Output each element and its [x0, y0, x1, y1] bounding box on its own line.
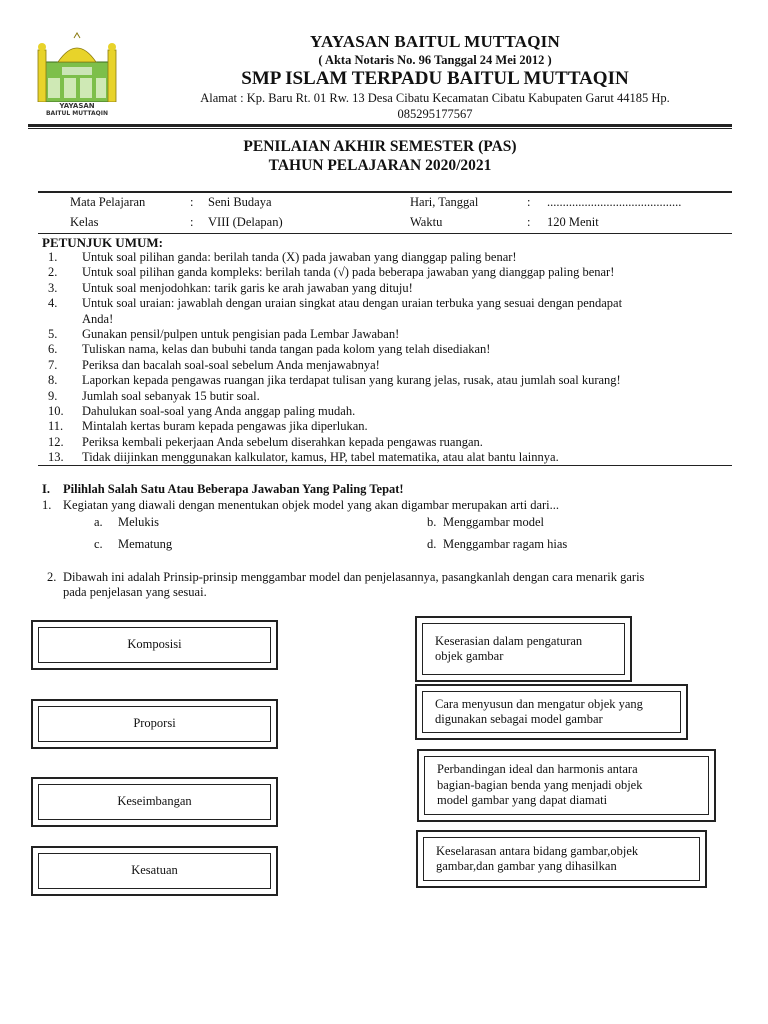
match-right-line: Keserasian dalam pengaturan [435, 633, 583, 648]
instruction-text: Untuk soal uraian: jawablah dengan uraian singkat atau dengan uraian terbuka yang sesuai dengan pendapat [82, 296, 623, 311]
instruction-text: Periksa dan bacalah soal-soal sebelum Anda menjawabnya! [82, 357, 380, 372]
time-label: Waktu [410, 215, 443, 229]
match-left-box[interactable] [31, 699, 278, 749]
match-left-label: Komposisi [38, 627, 271, 663]
foundation-name: YAYASAN BAITUL MUTTAQIN [310, 32, 560, 51]
match-right-line: gambar,dan gambar yang dihasilkan [436, 859, 617, 873]
instruction-number: 12. [48, 434, 64, 449]
instruction-text: Tidak diijinkan menggunakan kalkulator, kamus, HP, tabel matematika, atau alat bantu lainnya. [82, 450, 559, 465]
class-value: VIII (Delapan) [208, 215, 283, 229]
day-colon: : [527, 195, 531, 209]
instruction-number: 4. [48, 296, 58, 311]
instruction-text: Gunakan pensil/pulpen untuk pengisian pada Lembar Jawaban! [82, 327, 400, 341]
class-colon: : [190, 215, 194, 229]
match-right-box[interactable] [415, 684, 688, 740]
option-c-text[interactable]: Mematung [118, 537, 173, 551]
option-a-letter: a. [94, 515, 103, 529]
option-b-letter: b. [427, 515, 437, 529]
exam-title: PENILAIAN AKHIR SEMESTER (PAS) [243, 138, 517, 155]
section-heading: Pilihlah Salah Satu Atau Beberapa Jawaban Yang Paling Tepat! [63, 482, 404, 496]
match-left-box[interactable] [31, 777, 278, 827]
match-right-line: Perbandingan ideal dan harmonis antara [437, 762, 638, 777]
subject-label: Mata Pelajaran [70, 195, 146, 209]
match-right-box[interactable] [416, 830, 707, 888]
instruction-number: 2. [48, 265, 58, 280]
instruction-number: 13. [48, 450, 64, 465]
instruction-text: Mintalah kertas buram kepada pengawas jika diperlukan. [82, 419, 368, 434]
letterhead-divider-thin [28, 128, 732, 129]
instruction-text: Dahulukan soal-soal yang Anda anggap paling mudah. [82, 404, 356, 418]
logo-caption-top: YAYASAN [59, 102, 95, 110]
instruction-number: 3. [48, 280, 58, 295]
instruction-text: Laporkan kepada pengawas ruangan jika terdapat tulisan yang kurang jelas, rusak, atau jumlah soal kurang! [82, 373, 621, 388]
match-left-box[interactable] [31, 846, 278, 896]
subject-colon: : [190, 195, 194, 209]
instruction-item [48, 250, 708, 266]
instruction-item [48, 435, 708, 451]
match-left-label: Kesatuan [38, 853, 271, 889]
instruction-number: 11. [48, 419, 64, 434]
match-left-box[interactable] [31, 620, 278, 670]
instruction-item [48, 281, 708, 297]
instruction-item [48, 342, 708, 358]
info-top-rule [38, 191, 732, 193]
option-b-text[interactable]: Menggambar model [443, 515, 545, 529]
match-right-box[interactable] [417, 749, 716, 822]
instruction-number: 5. [48, 327, 58, 341]
match-right-text [422, 623, 625, 675]
question-2-number: 2. [47, 570, 57, 584]
match-right-text [422, 691, 681, 733]
match-left-label: Proporsi [38, 706, 271, 742]
instruction-text: Jumlah soal sebanyak 15 butir soal. [82, 388, 260, 403]
instruction-item [48, 265, 708, 281]
match-right-line: model gambar yang dapat diamati [437, 793, 608, 808]
instruction-number: 7. [48, 357, 58, 372]
instruction-item [48, 327, 708, 343]
section-number: I. [42, 482, 50, 496]
option-d-letter: d. [427, 537, 437, 551]
option-a-text[interactable]: Melukis [118, 515, 159, 529]
time-value: 120 Menit [547, 215, 599, 229]
day-value: ........................................... [547, 195, 682, 209]
day-label: Hari, Tanggal [410, 195, 479, 209]
instruction-text: Untuk soal pilihan ganda: berilah tanda (X) pada jawaban yang dianggap paling benar! [82, 250, 517, 264]
question-1-text: Kegiatan yang diawali dengan menentukan objek model yang akan digambar merupakan arti dari... [63, 498, 560, 512]
time-colon: : [527, 215, 531, 229]
instructions-bottom-rule [38, 465, 732, 466]
instruction-number: 9. [48, 388, 58, 403]
instruction-number: 6. [48, 342, 58, 357]
instruction-item [48, 419, 708, 435]
match-right-line: bagian-bagian benda yang menjadi objek [437, 777, 643, 792]
instruction-text: Untuk soal pilihan ganda kompleks: berilah tanda (√) pada beberapa jawaban yang dianggap paling benar! [82, 265, 615, 280]
match-right-line: Keselarasan antara bidang gambar,objek [436, 843, 639, 858]
option-d-text[interactable]: Menggambar ragam hias [443, 537, 568, 551]
info-bottom-rule [38, 233, 732, 234]
instruction-item [48, 389, 708, 405]
instruction-item [48, 404, 708, 420]
logo-caption-bottom: BAITUL MUTTAQIN [45, 110, 109, 117]
question-1-number: 1. [42, 498, 52, 512]
address-line-2: 085295177567 [397, 107, 473, 121]
instruction-text: Periksa kembali pekerjaan Anda sebelum diserahkan kepada pengawas ruangan. [82, 434, 483, 449]
class-label: Kelas [70, 215, 99, 229]
instruction-number: 1. [48, 250, 58, 264]
letterhead-divider [28, 124, 732, 127]
match-right-box[interactable] [415, 616, 632, 682]
instruction-item [48, 450, 708, 466]
exam-year: TAHUN PELAJARAN 2020/2021 [268, 157, 492, 174]
instruction-text-continued: Anda! [82, 311, 114, 326]
school-logo [34, 32, 120, 118]
school-address [138, 90, 732, 122]
match-right-text [423, 837, 700, 881]
instruction-item [48, 296, 708, 328]
school-name: SMP ISLAM TERPADU BAITUL MUTTAQIN [241, 68, 629, 89]
notary-info: ( Akta Notaris No. 96 Tanggal 24 Mei 2012 ) [318, 53, 552, 67]
address-line-1: Alamat : Kp. Baru Rt. 01 Rw. 13 Desa Cibatu Kecamatan Cibatu Kabupaten Garut 44185 Hp. [200, 91, 670, 105]
subject-value: Seni Budaya [208, 195, 272, 209]
match-right-line: objek gambar [435, 649, 504, 663]
instruction-number: 10. [48, 404, 64, 418]
question-2-text-line1: Dibawah ini adalah Prinsip-prinsip menggambar model dan penjelasannya, pasangkanlah dengan cara menarik garis [63, 570, 645, 584]
match-right-text [424, 756, 709, 815]
instruction-item [48, 373, 708, 389]
match-left-label: Keseimbangan [38, 784, 271, 820]
instruction-text: Tuliskan nama, kelas dan bubuhi tanda tangan pada kolom yang telah disediakan! [82, 342, 491, 357]
instruction-text: Untuk soal menjodohkan: tarik garis ke arah jawaban yang dituju! [82, 280, 413, 295]
question-2-text-line2: pada penjelasan yang sesuai. [63, 585, 207, 599]
instruction-number: 8. [48, 373, 58, 388]
instruction-item [48, 358, 708, 374]
instructions-heading: PETUNJUK UMUM: [42, 235, 163, 250]
match-right-line: digunakan sebagai model gambar [435, 712, 603, 726]
option-c-letter: c. [94, 537, 103, 551]
match-right-line: Cara menyusun dan mengatur objek yang [435, 696, 643, 711]
